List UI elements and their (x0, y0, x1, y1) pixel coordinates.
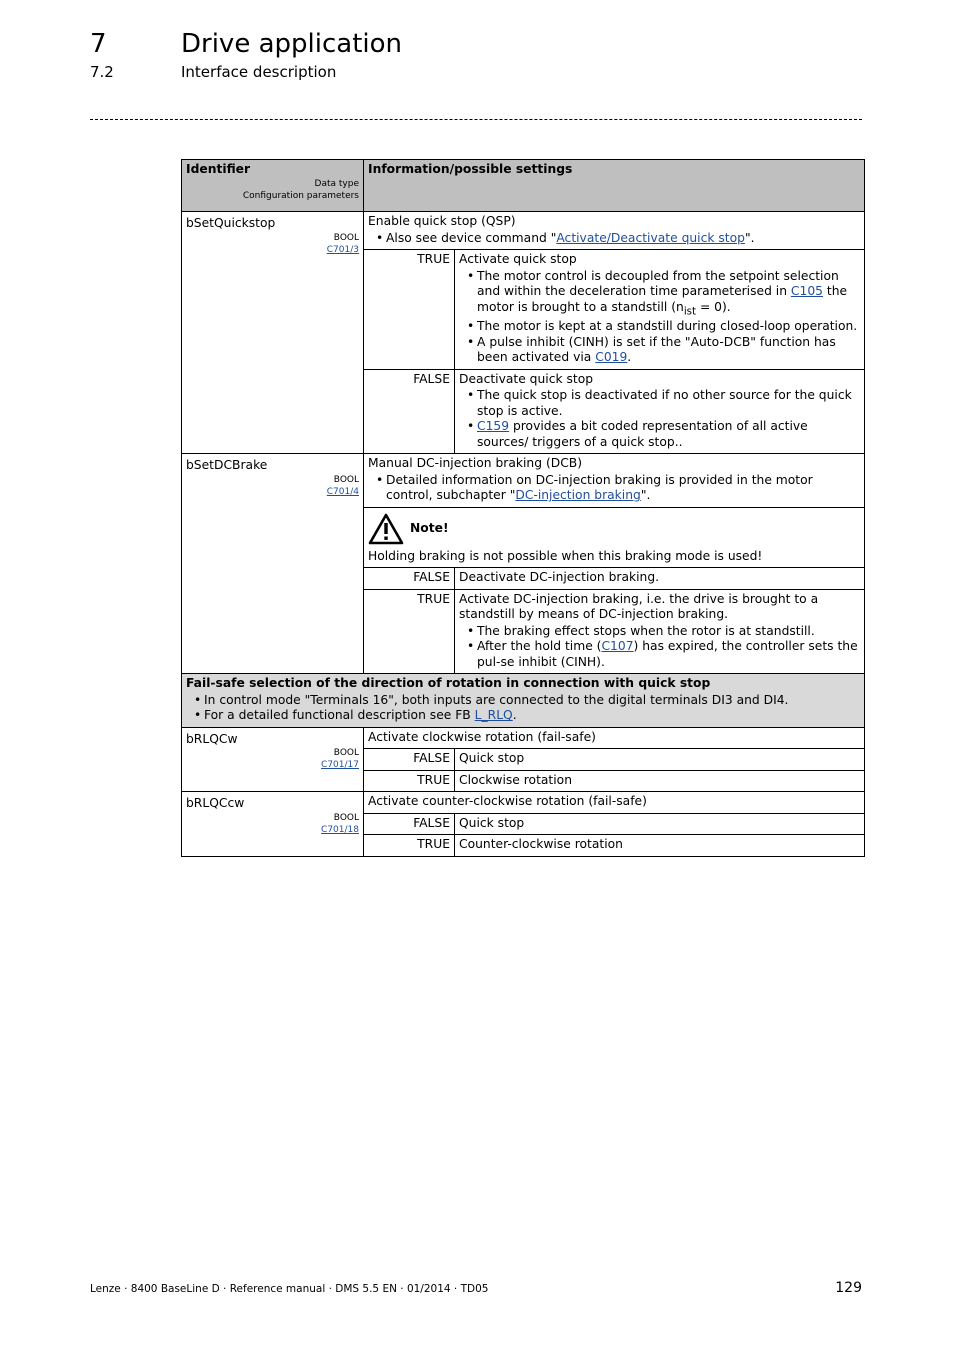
table-row (182, 792, 865, 814)
value-label: TRUE (364, 589, 455, 674)
identifier-cell-dcb (182, 454, 364, 674)
header-datatype: Data type (314, 178, 359, 189)
value-label: TRUE (364, 770, 455, 792)
text: ) has expired, the controller sets the pul-se inhibit (CINH). (477, 639, 858, 669)
chapter-number: 7 (90, 29, 107, 59)
identifier-name: bSetDCBrake (186, 458, 268, 473)
text: ". (640, 488, 651, 503)
list-item (386, 231, 860, 247)
header-config-params: Configuration parameters (242, 190, 359, 201)
value-desc: Quick stop (455, 813, 865, 835)
c107-link[interactable]: C107 (601, 639, 634, 654)
header-identifier: Identifier (186, 162, 251, 176)
c159-link[interactable]: C159 (477, 419, 510, 434)
value-label: FALSE (364, 813, 455, 835)
failsafe-title: Fail-safe selection of the direction of rotation in connection with quick stop (186, 676, 711, 691)
header-identifier-cell (182, 160, 364, 212)
value-title: Deactivate quick stop (459, 371, 594, 386)
param-link[interactable]: C701/3 (326, 244, 359, 255)
interface-table (181, 159, 865, 857)
dc-injection-braking-link[interactable]: DC-injection braking (515, 488, 641, 503)
text: The motor control is decoupled from the setpoint selection and within the deceleration time parameterised in (477, 268, 839, 298)
value-desc-cell (455, 369, 865, 454)
table-row (182, 454, 865, 508)
note-header (368, 513, 860, 545)
value-desc: Quick stop (455, 749, 865, 771)
text: provides a bit coded representation of all active sources/ triggers of a quick stop.. (477, 419, 808, 449)
subscript: ist (683, 304, 697, 317)
note-cell (364, 507, 865, 568)
identifier-datatype: BOOL (333, 474, 359, 485)
failsafe-bullets (186, 693, 860, 724)
text: A pulse inhibit (CINH) is set if the "Auto-DCB" function has been activated via (477, 334, 836, 365)
text: the motor is brought to a standstill (n (477, 284, 848, 314)
text: Detailed information on DC-injection braking is provided in the motor control, subchapter " (386, 472, 813, 503)
identifier-name: bSetQuickstop (186, 216, 276, 230)
section-number: 7.2 (90, 63, 114, 81)
value-label: TRUE (364, 250, 455, 370)
info-desc: Manual DC-injection braking (DCB) (368, 456, 583, 471)
l-rlq-link[interactable]: L_RLQ (474, 708, 513, 723)
table-row (182, 727, 865, 749)
value-desc-cell (455, 589, 865, 674)
list-item (386, 473, 860, 504)
chapter-title: Drive application (181, 29, 402, 59)
warning-triangle-icon (368, 513, 404, 545)
info-desc: Enable quick stop (QSP) (368, 214, 516, 228)
identifier-name: bRLQCcw (186, 796, 245, 811)
param-link[interactable]: C701/4 (326, 486, 359, 497)
failsafe-section-cell (182, 674, 865, 728)
value-bullets (459, 388, 860, 450)
text: For a detailed functional description see FB (204, 708, 475, 723)
note-text: Holding braking is not possible when this braking mode is used! (368, 548, 763, 563)
param-link[interactable]: C701/17 (321, 760, 359, 771)
identifier-datatype: BOOL (333, 812, 359, 823)
info-cell (364, 212, 865, 250)
text: = 0). (696, 299, 731, 314)
value-desc: Counter-clockwise rotation (455, 835, 865, 857)
identifier-cell-qsp (182, 212, 364, 454)
list-item (477, 419, 860, 450)
info-bullets (368, 231, 860, 247)
page-number: 129 (835, 1280, 862, 1296)
info-desc: Activate counter-clockwise rotation (fail-safe) (364, 792, 865, 814)
value-label: FALSE (364, 568, 455, 590)
list-item: • The braking effect stops when the rotor is at standstill. (477, 624, 860, 640)
param-link[interactable]: C701/18 (321, 824, 359, 835)
table-header-row (182, 160, 865, 212)
value-bullets (459, 269, 860, 366)
value-desc: Deactivate DC-injection braking. (455, 568, 865, 590)
info-bullets (368, 473, 860, 504)
value-title: Activate DC-injection braking, i.e. the drive is brought to a standstill by means of DC-injection braking. (459, 591, 819, 622)
list-item (477, 335, 860, 366)
table-row (182, 212, 865, 250)
footer-text: Lenze · 8400 BaseLine D · Reference manual · DMS 5.5 EN · 01/2014 · TD05 (90, 1283, 489, 1295)
header-info: Information/possible settings (368, 162, 573, 176)
c105-link[interactable]: C105 (790, 284, 823, 298)
c019-link[interactable]: C019 (595, 350, 628, 365)
info-desc: Activate clockwise rotation (fail-safe) (364, 727, 865, 749)
identifier-name: bRLQCw (186, 731, 238, 746)
table-row (182, 674, 865, 728)
value-label: FALSE (364, 369, 455, 454)
text: . (512, 708, 517, 723)
text: ". (744, 230, 755, 245)
value-bullets (459, 624, 860, 671)
text: . (627, 350, 632, 365)
identifier-datatype: BOOL (333, 232, 359, 243)
note-label: Note! (410, 521, 449, 536)
value-label: TRUE (364, 835, 455, 857)
quickstop-command-link[interactable]: Activate/Deactivate quick stop (556, 230, 745, 245)
identifier-cell-ccw (182, 792, 364, 857)
list-item (477, 639, 860, 670)
section-title: Interface description (181, 63, 337, 81)
list-item: • The motor is kept at a standstill during closed-loop operation. (477, 319, 860, 335)
list-item (477, 269, 860, 320)
list-item (204, 708, 860, 724)
value-title: Activate quick stop (459, 252, 577, 266)
value-label: FALSE (364, 749, 455, 771)
header-divider (90, 119, 862, 120)
list-item: • In control mode "Terminals 16", both inputs are connected to the digital terminals DI3 and DI4. (204, 693, 860, 709)
info-cell (364, 454, 865, 508)
value-desc: Clockwise rotation (455, 770, 865, 792)
header-info-cell (364, 160, 865, 212)
identifier-datatype: BOOL (333, 748, 359, 759)
text: After the hold time ( (477, 639, 602, 654)
identifier-cell-cw (182, 727, 364, 792)
value-desc-cell (455, 250, 865, 370)
text: Also see device command " (386, 230, 557, 245)
list-item: • The quick stop is deactivated if no other source for the quick stop is active. (477, 388, 860, 419)
